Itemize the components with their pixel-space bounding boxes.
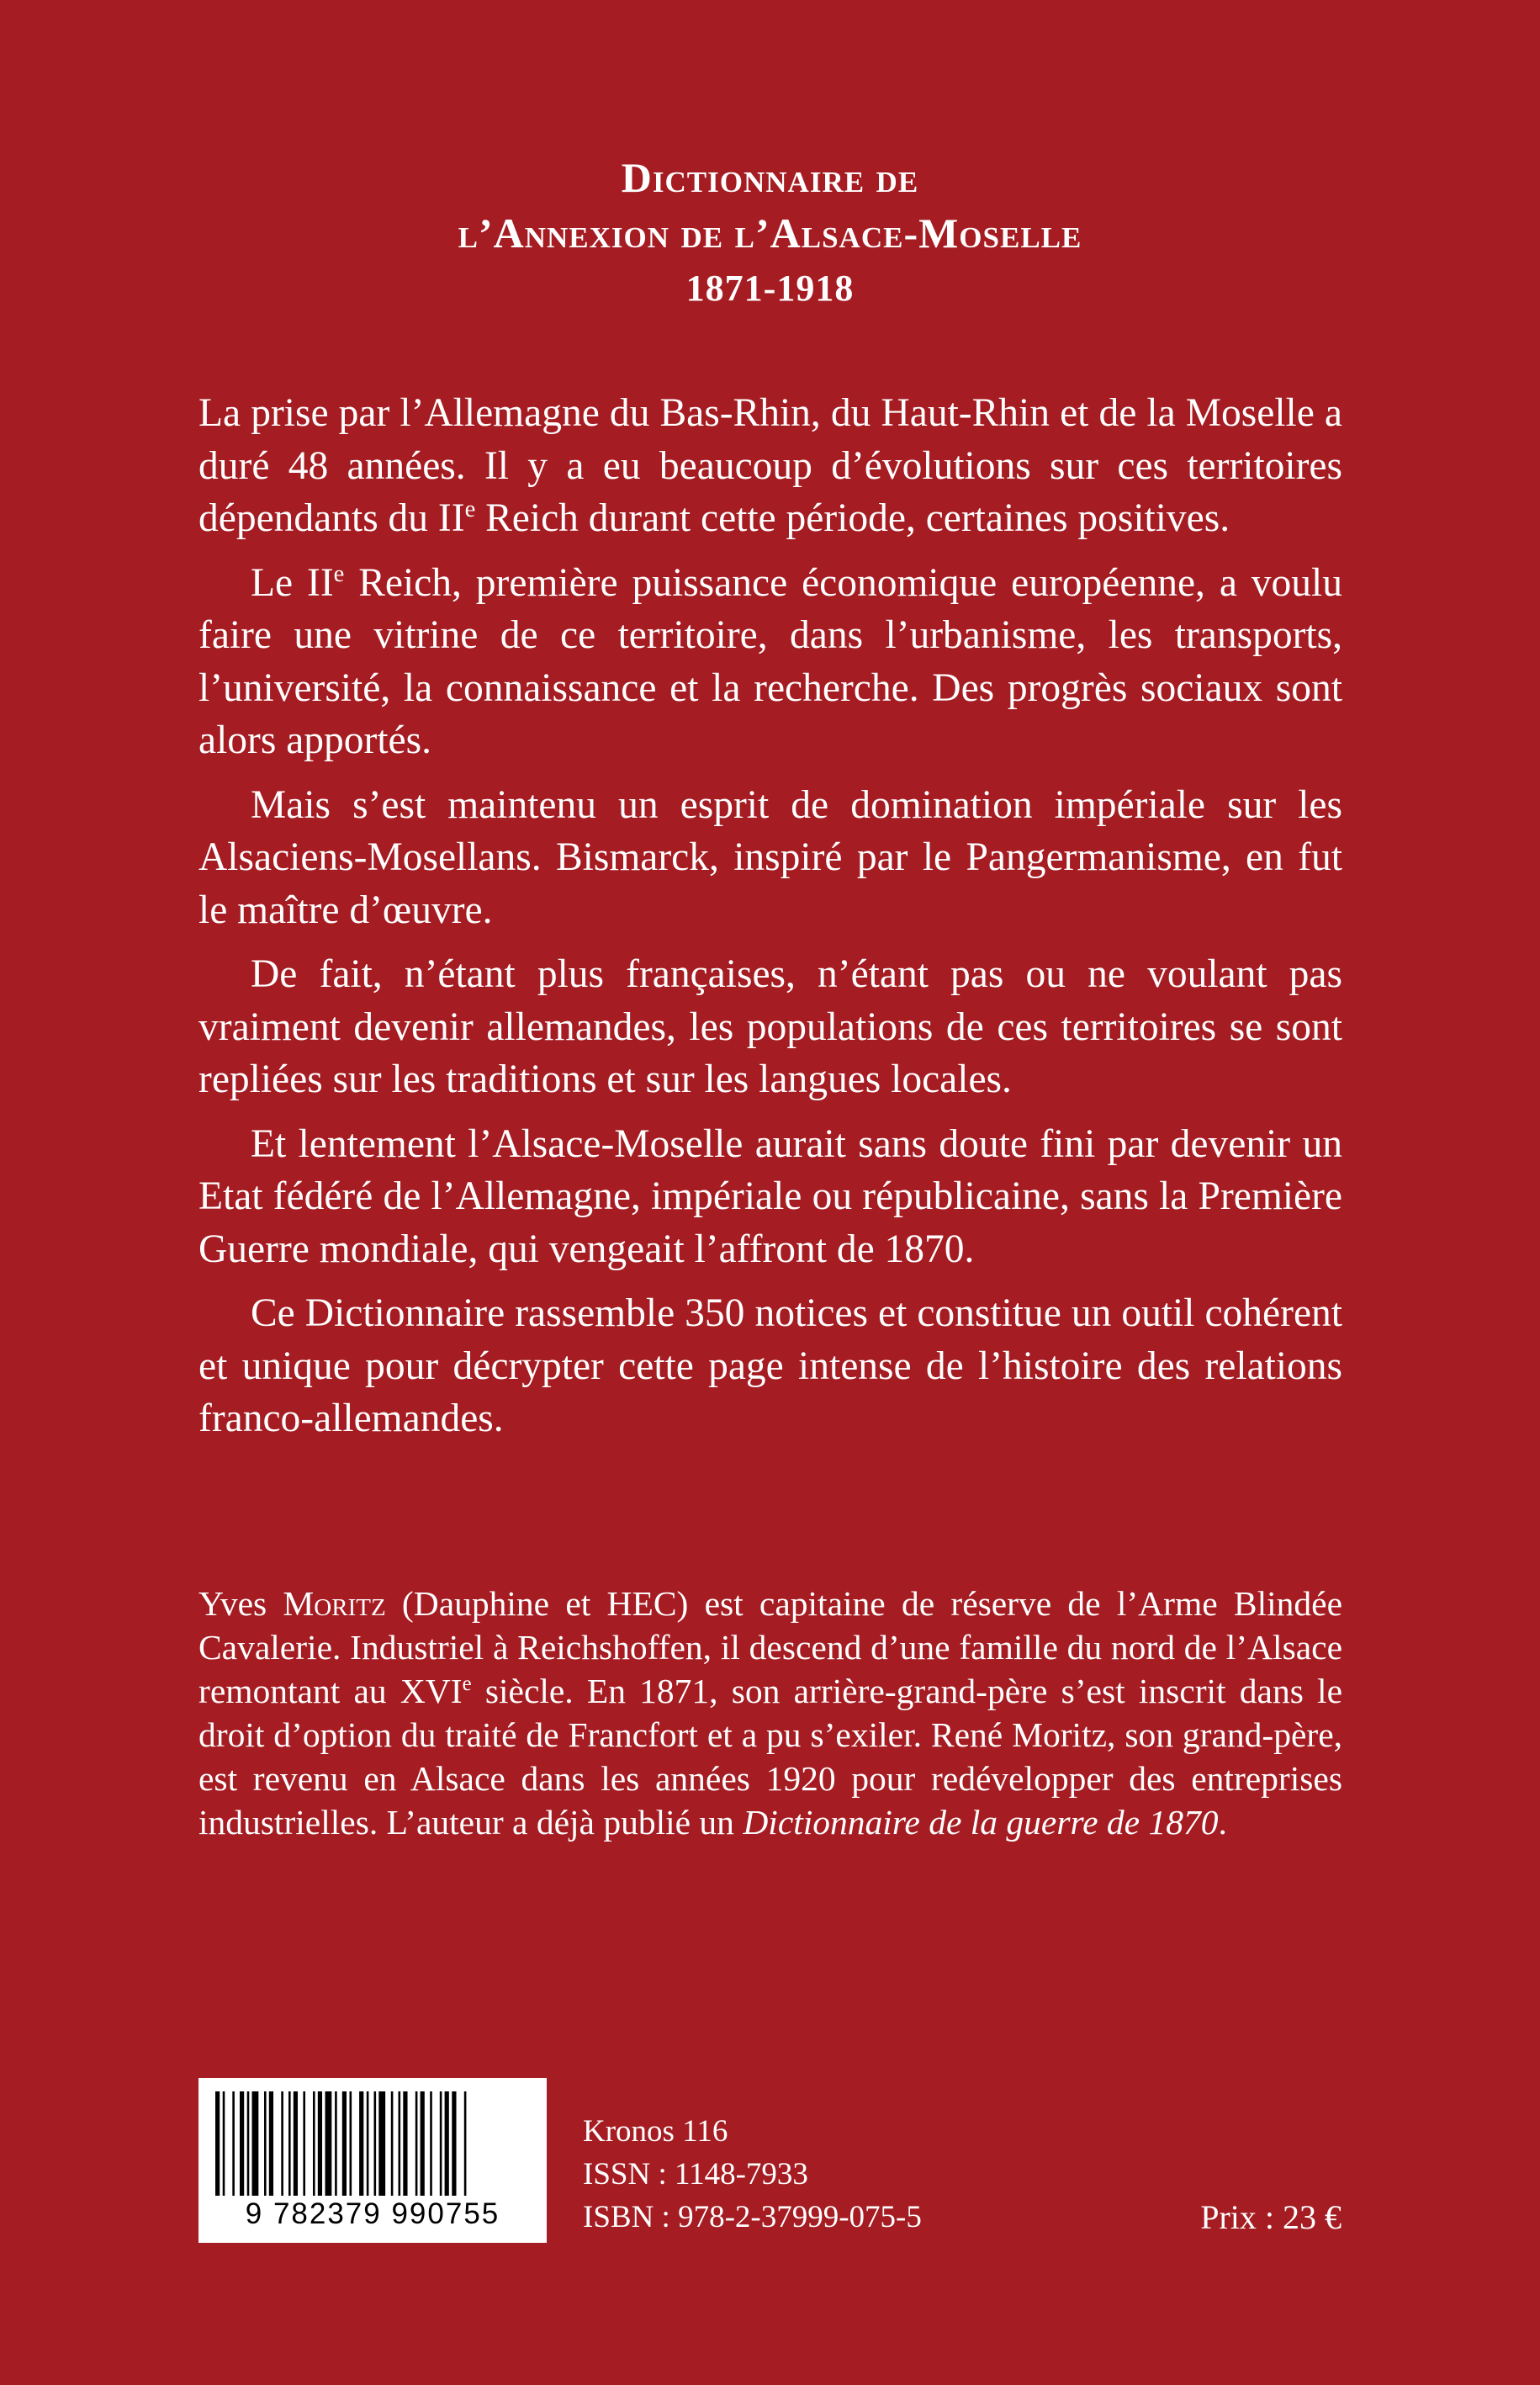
barcode-bar <box>374 2091 377 2196</box>
barcode-bar <box>350 2091 352 2196</box>
barcode-bar <box>464 2091 467 2196</box>
barcode-bar <box>240 2091 244 2196</box>
isbn-barcode <box>198 2078 547 2243</box>
barcode-bar <box>378 2091 385 2196</box>
blurb-paragraph-1: La prise par l’Allemagne du Bas-Rhin, du Haut-Rhin et de la Moselle a duré 48 années. Il y a eu beaucoup d’évolutions sur ces territoires dépendants du IIe Reich durant cette période, certaines positives. <box>198 391 1342 540</box>
book-title <box>0 150 1540 316</box>
price: Prix : 23 € <box>1200 2198 1342 2236</box>
author-bio-text: Yves Moritz (Dauphine et HEC) est capitaine de réserve de l’Arme Blindée Cavalerie. Industriel à Reichshoffen, il descend d’une famille du nord de l’Alsace remontant au XVIe siècle. En 1871, son arrière-grand-père s’est inscrit dans le droit d’option du traité de Francfort et a pu s’exiler. René Moritz, son grand-père, est revenu en Alsace dans les années 1920 pour redévelopper des entreprises industrielles. L’auteur a déjà publié un Dictionnaire de la guerre de 1870. <box>198 1584 1342 1842</box>
title-line-2: l’Annexion de l’Alsace-Moselle <box>458 209 1082 257</box>
barcode-bar <box>281 2091 283 2196</box>
barcode-bar <box>391 2091 394 2196</box>
barcode-bar <box>335 2091 337 2196</box>
barcode-bar <box>445 2091 449 2196</box>
barcode-bar <box>294 2091 298 2196</box>
barcode-bar <box>403 2091 407 2196</box>
barcode-bar <box>421 2091 425 2196</box>
previous-book-title: Dictionnaire de la guerre de 1870 <box>743 1803 1219 1842</box>
barcode-bar <box>215 2091 220 2196</box>
barcode-bar <box>303 2091 305 2196</box>
blurb-paragraph-6: Ce Dictionnaire rassemble 350 notices et constitue un outil cohérent et unique pour décrypter cette page intense de l’histoire des relations franco-allemandes. <box>198 1291 1342 1440</box>
barcode-bar <box>415 2091 418 2196</box>
barcode-bar <box>223 2091 225 2196</box>
blurb-paragraph-3: Mais s’est maintenu un esprit de domination impériale sur les Alsaciens-Mosellans. Bismarck, inspiré par le Pangermanisme, en fut le maître d’œuvre. <box>198 782 1342 932</box>
barcode-bar <box>288 2091 291 2196</box>
barcode-bar <box>313 2091 315 2196</box>
title-line-1: Dictionnaire de <box>621 154 919 201</box>
barcode-bar <box>232 2091 235 2196</box>
barcode-bar <box>269 2091 273 2196</box>
title-years: 1871-1918 <box>685 268 855 309</box>
barcode-bar <box>359 2091 363 2196</box>
issn: ISSN : 1148-7933 <box>583 2157 808 2192</box>
barcode-bar <box>367 2091 369 2196</box>
barcode-bar <box>264 2091 267 2196</box>
author-name: Moritz <box>283 1584 386 1623</box>
barcode-bar <box>252 2091 259 2196</box>
barcode-bar <box>247 2091 250 2196</box>
blurb-paragraph-4: De fait, n’étant plus françaises, n’étant pas ou ne voulant pas vraiment devenir allemandes, les populations de ces territoires se sont repliées sur les traditions et sur les langues locales. <box>198 952 1342 1101</box>
back-cover-blurb <box>198 387 1342 1457</box>
author-bio <box>198 1582 1342 1844</box>
barcode-bar <box>440 2091 442 2196</box>
barcode-bar <box>318 2091 322 2196</box>
series-number: Kronos 116 <box>583 2114 728 2149</box>
barcode-bars <box>214 2091 532 2196</box>
barcode-digits: 9 782379 990755 <box>245 2197 500 2230</box>
barcode-bar <box>452 2091 456 2196</box>
barcode-bar <box>430 2091 432 2196</box>
barcode-bar <box>325 2091 332 2196</box>
blurb-paragraph-2: Le IIe Reich, première puissance économique européenne, a voulu faire une vitrine de ce territoire, dans l’urbanisme, les transports, l’université, la connaissance et la recherche. Des progrès sociaux sont alors apportés. <box>198 560 1343 762</box>
isbn: ISBN : 978-2-37999-075-5 <box>583 2200 922 2234</box>
publication-info <box>583 2110 922 2239</box>
barcode-bar <box>342 2091 347 2196</box>
barcode-bar <box>399 2091 401 2196</box>
blurb-paragraph-5: Et lentement l’Alsace-Moselle aurait sans doute fini par devenir un Etat fédéré de l’Allemagne, impériale ou républicaine, sans la Première Guerre mondiale, qui vengeait l’affront de 1870. <box>198 1121 1342 1271</box>
